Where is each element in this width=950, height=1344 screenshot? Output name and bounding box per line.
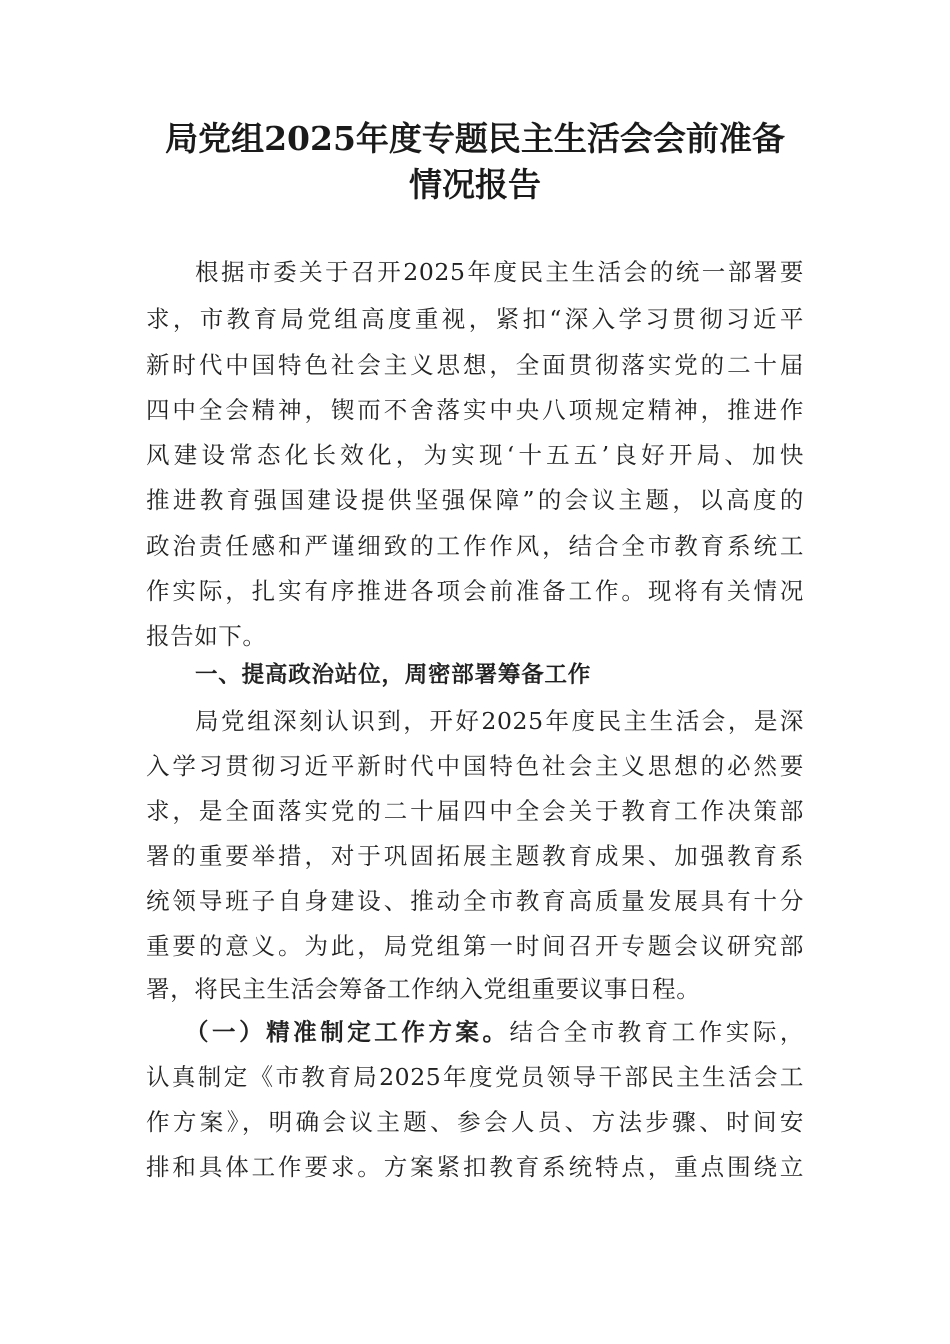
section-1-line-7: 署，将民主生活会筹备工作纳入党组重要议事日程。 <box>146 975 701 1003</box>
intro-line-9: 报告如下。 <box>146 622 267 650</box>
subsection-1-line-1 <box>185 1013 804 1051</box>
intro-line-6: 推进教育强国建设提供坚强保障”的会议主题，以高度的 <box>146 486 804 514</box>
section-1-line-4: 署的重要举措，对于巩固拓展主题教育成果、加强教育系 <box>146 842 804 870</box>
intro-line-4: 四中全会精神，锲而不舍落实中央八项规定精神，推进作 <box>146 396 804 424</box>
section-1-line-2: 入学习贯彻习近平新时代中国特色社会主义思想的必然要 <box>146 752 804 780</box>
section-1-line-1: 局党组深刻认识到，开好2025年度民主生活会，是深 <box>195 707 804 735</box>
intro-line-8: 作实际，扎实有序推进各项会前准备工作。现将有关情况 <box>146 577 804 605</box>
section-1-line-6: 重要的意义。为此，局党组第一时间召开专题会议研究部 <box>146 932 804 960</box>
section-1-heading: 一、提高政治站位，周密部署筹备工作 <box>195 662 592 688</box>
section-1-line-3: 求，是全面落实党的二十届四中全会关于教育工作决策部 <box>146 797 804 825</box>
intro-line-5: 风建设常态化长效化，为实现‘十五五’良好开局、加快 <box>146 441 804 469</box>
subsection-1-line-1-text: 结合全市教育工作实际， <box>509 1018 804 1046</box>
intro-line-7: 政治责任感和严谨细致的工作作风，结合全市教育系统工 <box>146 532 804 560</box>
intro-line-2: 求，市教育局党组高度重视，紧扣“深入学习贯彻习近平 <box>146 305 804 333</box>
subsection-1-heading: （一）精准制定工作方案。 <box>185 1018 510 1046</box>
subsection-1-line-4: 排和具体工作要求。方案紧扣教育系统特点，重点围绕立 <box>146 1153 804 1181</box>
subsection-1-line-2: 认真制定《市教育局2025年度党员领导干部民主生活会工 <box>146 1063 804 1091</box>
section-1-line-5: 统领导班子自身建设、推动全市教育高质量发展具有十分 <box>146 887 804 915</box>
intro-line-1: 根据市委关于召开2025年度民主生活会的统一部署要 <box>195 258 804 286</box>
report-title-line-1: 局党组2025年度专题民主生活会会前准备 <box>165 119 785 158</box>
subsection-1-line-3: 作方案》，明确会议主题、参会人员、方法步骤、时间安 <box>146 1108 804 1136</box>
intro-line-3: 新时代中国特色社会主义思想，全面贯彻落实党的二十届 <box>146 351 804 379</box>
report-title-line-2: 情况报告 <box>409 165 541 204</box>
